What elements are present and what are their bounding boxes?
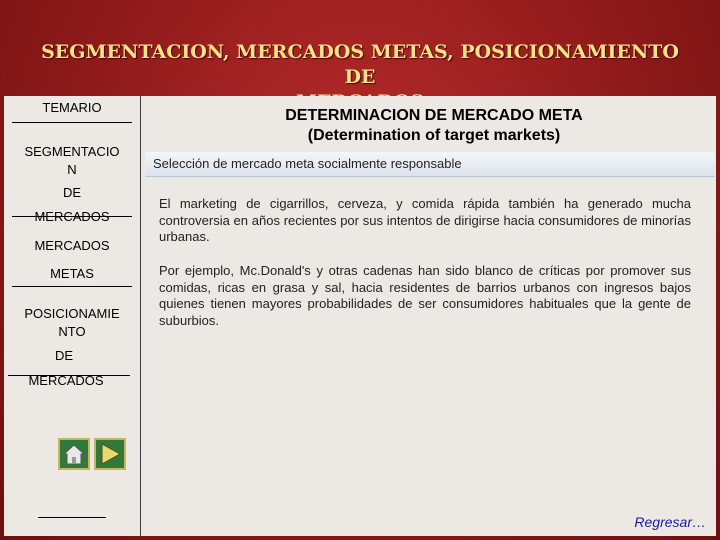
home-icon [62,442,86,466]
slide-title-line-1: SEGMENTACION, MERCADOS METAS, POSICIONAMIENTO DE [41,41,679,88]
sidebar-item-de[interactable]: DE [62,185,82,200]
sidebar-item-mercados-metas[interactable]: MERCADOS [34,238,110,253]
home-button[interactable] [58,438,90,470]
back-link[interactable]: Regresar… [634,514,706,530]
paragraph-1: El marketing de cigarrillos, cerveza, y comida rápida también ha generado mucha controversia en años recientes por sus intentos de dirigirse hacia consumidores de minorías urbanas. [159,196,691,244]
sidebar-item-mercados-2[interactable]: MERCADOS [28,373,104,388]
next-button[interactable] [94,438,126,470]
sidebar-item-segmentacion[interactable]: SEGMENTACIO [24,144,120,159]
sidebar-divider [12,286,132,287]
content-panel [4,96,716,536]
paragraph-2: Por ejemplo, Mc.Donald's y otras cadenas han sido blanco de críticas por promover sus comidas, ricas en grasa y sal, hacia residentes de barrios urbanos con ingresos bajos quienes tienen mayores probabilidades de ser consumidores habituales que la gente de suburbios. [159,263,691,328]
section-heading-line-2: (Determination of target markets) [307,127,561,144]
sidebar-item-posicionamiento-cont[interactable]: NTO [58,324,86,339]
section-heading-line-1: DETERMINACION DE MERCADO META [285,107,583,124]
subtopic-banner-text: Selección de mercado meta socialmente responsable [153,156,462,171]
sidebar-item-mercados[interactable]: MERCADOS [34,209,110,224]
subtopic-banner [145,152,715,177]
sidebar-divider [12,122,132,123]
sidebar-item-metas[interactable]: METAS [50,266,94,281]
sidebar-menu [4,96,141,536]
sidebar-item-temario[interactable]: TEMARIO [42,100,102,115]
sidebar-item-de-2[interactable]: DE [54,348,74,363]
bottom-divider [38,517,106,518]
play-arrow-icon [98,442,122,466]
sidebar-item-posicionamiento[interactable]: POSICIONAMIE [24,306,120,321]
sidebar-item-segmentacion-cont[interactable]: N [67,162,77,177]
section-heading [154,106,714,146]
